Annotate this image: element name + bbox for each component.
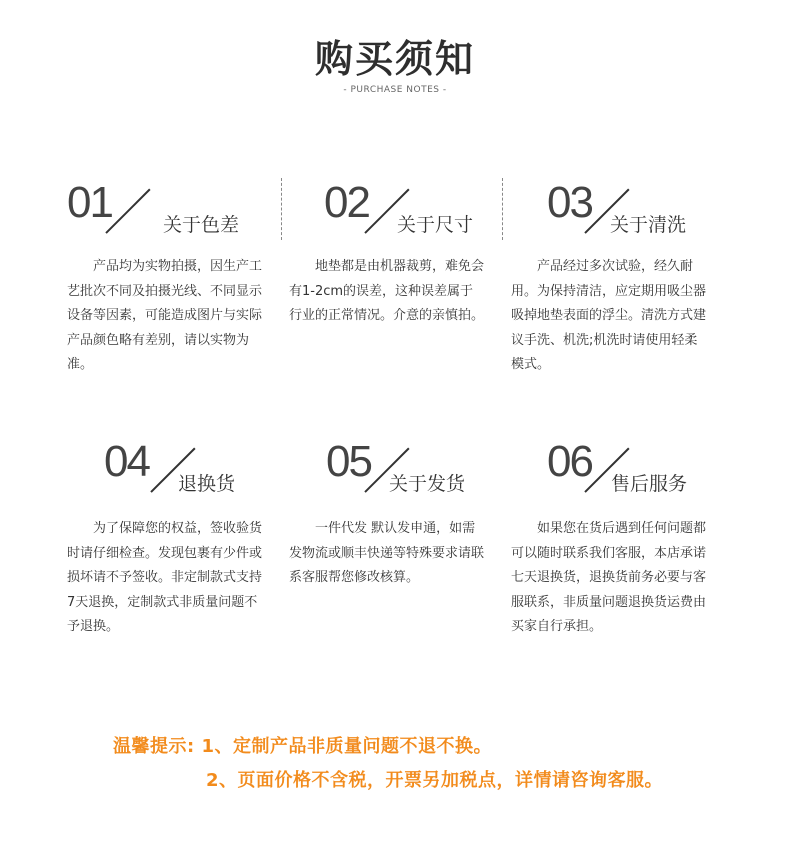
note-label: 关于尺寸 [397,214,474,236]
note-card-6 [511,437,711,640]
page-subtitle: - PURCHASE NOTES - [343,85,447,95]
note-label: 关于发货 [389,473,466,495]
note-card-4 [67,437,267,640]
column-divider [502,178,503,240]
note-header [511,178,711,248]
note-text: 如果您在货后遇到任何问题都可以随时联系我们客服，本店承诺七天退换货，退换货前务必要与客服联系，非质量问题退换货运费由买家自行承担。 [511,521,707,634]
note-text: 一件代发 默认发申通，如需发物流或顺丰快递等特殊要求请联系客服帮您修改核算。 [289,521,485,585]
note-card-3 [511,178,711,378]
note-card-1 [67,178,267,378]
note-header [67,178,267,248]
note-header [511,437,711,507]
note-number: 04 [104,437,149,486]
note-text: 产品均为实物拍摄，因生产工艺批次不同及拍摄光线、不同显示设备等因素，可能造成图片与实际产品颜色略有差别，请以实物为准。 [67,259,263,372]
tip-line-1: 温馨提示: 1、定制产品非质量问题不退不换。 [113,736,492,757]
note-header [289,178,489,248]
note-card-2 [289,178,489,329]
slash-divider [105,189,150,234]
note-header [67,437,267,507]
note-label: 售后服务 [611,473,688,495]
note-number: 06 [547,437,592,486]
column-divider [281,178,282,240]
note-label: 关于清洗 [610,214,687,236]
note-card-5 [289,437,489,591]
note-number: 02 [324,178,369,227]
note-number: 03 [547,178,592,227]
note-text: 地垫都是由机器裁剪，难免会有1-2cm的误差，这种误差属于行业的正常情况。介意的亲慎拍。 [289,259,485,323]
page-title: 购买须知 [314,37,475,81]
note-number: 01 [67,178,112,227]
note-text: 为了保障您的权益，签收验货时请仔细检查。发现包裹有少件或损坏请不予签收。非定制款式支持7天退换，定制款式非质量问题不予退换。 [67,521,263,634]
note-label: 退换货 [178,473,236,495]
note-label: 关于色差 [163,214,240,236]
note-header [289,437,489,507]
note-number: 05 [326,437,371,486]
note-text: 产品经过多次试验，经久耐用。为保持清洁，应定期用吸尘器吸掉地垫表面的浮尘。清洗方式建议手洗、机洗;机洗时请使用轻柔模式。 [511,259,707,372]
tip-line-2: 2、页面价格不含税，开票另加税点，详情请咨询客服。 [206,770,664,791]
